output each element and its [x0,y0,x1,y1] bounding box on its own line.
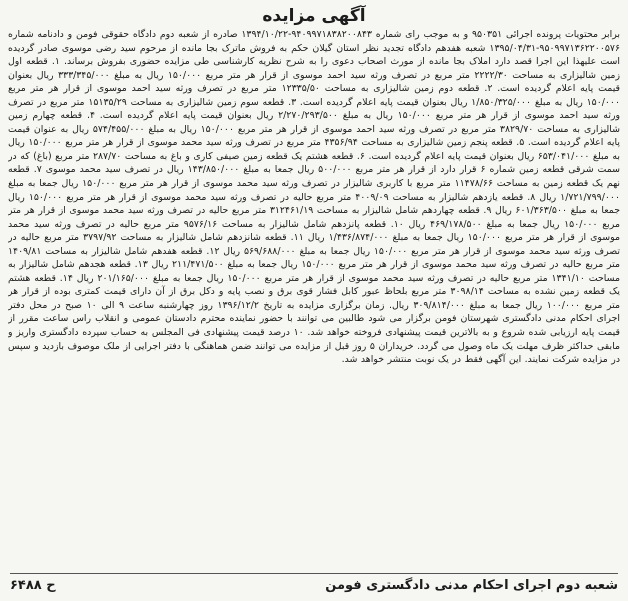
notice-code: ح ۶۴۸۸ [10,578,56,593]
issuing-court: شعبه دوم اجرای احکام مدنی دادگستری فومن [325,578,618,593]
notice-footer [10,576,618,596]
notice-title: آگهی مزایده [262,6,366,26]
notice-body: برابر محتویات پرونده اجرائی ۹۵۰۳۵۱ و به موجب رای شماره ۹۴۰۹۹۷۱۸۳۸۲۰۰۸۴۳-۱۳۹۴/۱۰/۲۲ صادره از شعبه دوم دادگاه حقوقی فومن و دادنامه شماره ۹۵۰۹۹۷۱۳۶۲۲۰۰۵۷۶-۱۳۹۵/۰۴/۳۱ شعبه هفدهم دادگاه تجدید نظر استان گیلان حکم به فروش ماترک بجا مانده از مرحوم سید رضی موسوی صادر گردیده است علیهذا این اجرا قصد دارد املاک بجا مانده از مورث اصحاب دعوی را به شرح نظریه کارشناسی طی مزایده حضوری بفروش برساند. ۱. قطعه اول زمین شالیزاری به مساحت ۲۲۲۲/۳۰ متر مربع در تصرف ورثه سید احمد موسوی از قرار هر متر مربع ۱۵۰/۰۰۰ ریال به مبلغ ۳۳۳/۳۴۵/۰۰۰ ریال بعنوان قیمت پایه اعلام گردیده است. ۲. قطعه دوم زمین شالیزاری به مساحت ۱۲۳۳۵/۵۰ متر مربع در تصرف ورثه سید احمد موسوی از قرار هر متر مربع ۱۵۰/۰۰۰ ریال به مبلغ ۱/۸۵۰/۳۲۵/۰۰۰ ریال بعنوان قیمت پایه اعلام گردیده است. ۳. قطعه سوم زمین شالیزاری به مساحت ۱۵۱۳۵/۲۹ متر مربع در تصرف ورثه سید احمد موسوی از قرار هر متر مربع ۱۵۰/۰۰۰ ریال به مبلغ ۲/۲۷۰/۲۹۳/۵۰۰ ریال بعنوان قیمت پایه اعلام گردیده است. ۴. قطعه چهارم زمین شالیزاری به مساحت ۳۸۲۹/۷۰ متر مربع در تصرف ورثه سید احمد موسوی از قرار هر متر مربع ۱۵۰/۰۰۰ ریال به مبلغ ۵۷۴/۴۵۵/۰۰۰ ریال به عنوان قیمت پایه اعلام گردیده است. ۵. قطعه پنجم زمین شالیزاری به مساحت ۴۳۵۶/۹۴ متر مربع در تصرف ورثه سید محمد موسوی از قرار هر متر مربع ۱۵۰/۰۰۰ ریال به مبلغ ۶۵۳/۰۴۱/۰۰۰ ریال بعنوان قیمت پایه اعلام گردیده است. ۶. قطعه هشتم یک قطعه زمین صیفی کاری و باغ به مساحت ۲۸۷/۷۰ متر مربع (باغ) که در سمت شرقی قطعه زمین شماره ۶ قرار دارد از قرار هر متر مربع ۵۰۰/۰۰۰ ریال جمعا به مبلغ ۱۴۳/۸۵۰/۰۰۰ ریال در تصرف سید محمد موسوی ۷. قطعه نهم یک قطعه زمین به مساحت ۱۱۴۷۸/۶۶ متر مربع با کاربری شالیزار در تصرف ورثه سید محمد موسوی از قرار هر متر مربع ۱۵۰/۰۰۰ ریال جمعا به مبلغ ۱/۷۲۱/۷۹۹/۰۰۰ ریال ۸. قطعه یازدهم شالیزار به مساحت ۴۰۰۹/۰۹ متر مربع حالیه در تصرف ورثه سید محمد موسوی از قرار هر متر مربع ۱۵۰/۰۰۰ ریال جمعا به مبلغ ۶۰۱/۳۶۳/۵۰۰ ریال ۹. قطعه چهاردهم شامل شالیزار به مساحت ۳۱۲۴۶۱/۱۹ متر مربع حالیه در تصرف ورثه سید محمد موسوی از قرار هر متر مربع ۱۵۰/۰۰۰ ریال جمعا به مبلغ ۴۶۹/۱۷۸/۵۰۰ ریال ۱۰. قطعه پانزدهم شامل شالیزار به مساحت ۹۵۷۶/۱۶ متر مربع حالیه در تصرف ورثه سید محمد موسوی از قرار هر متر مربع ۱۵۰/۰۰۰ ریال جمعا به مبلغ ۱/۴۳۶/۸۷۴/۰۰۰ ریال ۱۱. قطعه شانزدهم شامل شالیزار به مساحت ۳۷۹۷/۹۲ متر مربع حالیه در تصرف ورثه سید محمد موسوی از قرار هر متر مربع ۱۵۰/۰۰۰ ریال جمعا به مبلغ ۵۶۹/۶۸۸/۰۰۰ ریال ۱۲. قطعه هفدهم شامل شالیزار به مساحت ۱۴۰۹/۸۱ متر مربع حالیه در تصرف ورثه سید محمد موسوی از قرار هر متر مربع ۱۵۰/۰۰۰ ریال جمعا به مبلغ ۲۱۱/۴۷۱/۵۰۰ ریال ۱۳. قطعه هجدهم شامل شالیزار به مساحت ۱۳۴۱/۱۰ متر مربع حالیه در تصرف ورثه سید محمد موسوی از قرار هر متر مربع ۱۵۰/۰۰۰ ریال جمعا به مبلغ ۲۰۱/۱۶۵/۰۰۰ ریال ۱۴. قطعه هشتم یک قطعه زمین نشده به مساحت ۳۰۹۸/۱۴ متر مربع بلحاظ عبور کابل فشار قوی برق و نصب پایه و دکل برق از آن دارای قیمت کمتری بوده از قرار هر متر مربع ۱۰۰/۰۰۰ ریال جمعا به مبلغ ۳۰۹/۸۱۴/۰۰۰ ریال. زمان برگزاری مزایده به تاریخ ۱۳۹۶/۱۲/۲ روز چهارشنبه ساعت ۹ الی ۱۰ صبح در محل دفتر اجرای احکام مدنی دادگستری شهرستان فومن برگزار می شود طالبین می توانند با حضور نماینده محترم دادستان عمومی و انقلاب راس ساعت مقرر از قیمت پایه ارزیابی شده شروع و به بالاترین قیمت پیشنهادی فروخته خواهد شد. ۱۰ درصد قیمت پیشنهادی فی المجلس به حساب سپرده دادگستری واریز و مابقی حداکثر ظرف مهلت یک ماه وصول می گردد. خریداران ۵ روز قبل از مزایده می توانند ضمن هماهنگی با دفتر اجرایی از ملک موصوف بازدید و سپس در مزایده شرکت نمایند. این آگهی فقط در یک نوبت منتشر خواهد شد. [8,29,620,366]
footer-divider [10,573,618,574]
